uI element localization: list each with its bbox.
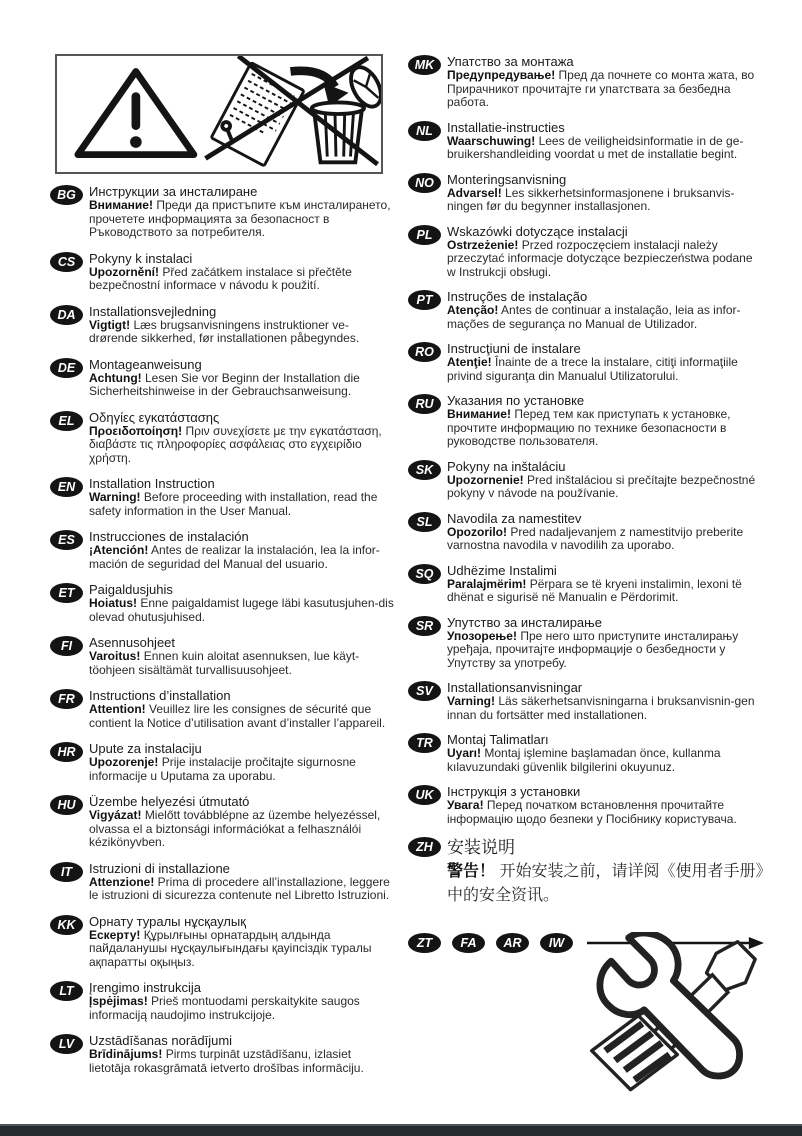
language-section [408, 836, 764, 908]
warning-text: Înainte de a trece la instalare, citiţi informaţiile privind siguranţa din Manualul Utilizatorului. [447, 355, 738, 383]
section-body [447, 408, 764, 449]
language-section [408, 784, 764, 826]
section-body [447, 474, 764, 501]
warning-word: Uyarı! [447, 746, 482, 760]
section-body [89, 703, 395, 730]
section-content [89, 410, 395, 466]
section-title: Installation Instruction [89, 476, 215, 491]
warning-text: Ennen kuin aloitat asennuksen, lue käyt-töohjeen sisältämät turvallisuusohjeet. [89, 649, 360, 677]
tools-figure [578, 932, 763, 1112]
exclamation-dot [130, 136, 142, 148]
language-code-badge: HR [50, 742, 83, 762]
section-body [89, 756, 395, 783]
warning-text: Montaj işlemine başlamadan önce, kullanma kılavuzundaki güvenlik bilgilerini okuyunuz. [447, 746, 721, 774]
section-content [89, 476, 395, 518]
warning-text: Құрылғыны орнатардың алдында пайдаланушы нұсқаулығындағы қауіпсіздік туралы ақпаратты оқыңыз. [89, 927, 372, 969]
section-content [447, 680, 764, 722]
section-title: 安装说明 [447, 838, 515, 857]
section-content [89, 1033, 395, 1075]
warning-text: Před začátkem instalace si přečtěte bezpečnostní informace v návodu k použití. [89, 264, 352, 292]
section-title: Įrengimo instrukcija [89, 980, 201, 995]
section-body [89, 876, 395, 903]
section-body [447, 630, 764, 671]
warning-text: Les sikkerhetsinformasjonene i bruksanvis-ningen før du begynner installasjonen. [447, 185, 735, 213]
language-section [408, 120, 764, 162]
section-title: Istruzioni di installazione [89, 860, 230, 876]
section-content [447, 393, 764, 449]
section-body [89, 199, 395, 240]
language-code-badge: LV [50, 1034, 83, 1054]
warning-word: Warning! [89, 490, 141, 504]
section-title: Орнату туралы нұсқаулық [89, 913, 246, 929]
warning-text: Lesen Sie vor Beginn der Installation die Sicherheitshinweise in der Gebrauchsanweisung. [89, 370, 360, 398]
warning-text: Pred nadaljevanjem z namestitvijo preberite varnostna navodila v navodilih za uporabo. [447, 524, 744, 552]
section-body [447, 860, 764, 908]
section-content [447, 615, 764, 671]
warning-word: Įspėjimas! [89, 994, 148, 1008]
warning-word: Varoitus! [89, 649, 141, 663]
warning-word: Hoiatus! [89, 596, 137, 610]
language-code-badge: UK [408, 785, 441, 805]
discard-manual-prohibited-icon [57, 56, 381, 172]
language-section [50, 304, 395, 346]
section-title: Instruções de instalação [447, 289, 588, 304]
warning-text: Before proceeding with installation, read the safety information in the User Manual. [89, 490, 378, 518]
section-body [89, 544, 395, 571]
warning-word: Attenzione! [89, 874, 155, 889]
warning-text: Pred inštaláciou si prečítajte bezpečnostné pokyny v návode na používanie. [447, 472, 756, 500]
section-content [447, 836, 764, 908]
warning-text: Преди да пристъпите към инсталирането, прочетете информацията за безопасност в Ръководството за потребителя. [89, 198, 391, 239]
warning-word: Advarsel! [447, 185, 502, 200]
language-code-badge: ET [50, 583, 83, 603]
language-code-badge: FA [452, 933, 485, 953]
language-column-right [408, 54, 764, 953]
language-code-badge: FR [50, 689, 83, 709]
language-code-badge: EL [50, 411, 83, 431]
language-code-badge: ES [50, 530, 83, 550]
section-content [89, 688, 395, 730]
language-section [50, 184, 395, 240]
language-code-badge: DE [50, 358, 83, 378]
section-title: Інструкція з установки [447, 784, 581, 799]
warning-word: Ескерту! [89, 927, 141, 942]
language-section [408, 563, 764, 605]
language-section [408, 393, 764, 449]
language-code-badge: PT [408, 290, 441, 310]
warning-word: Увага! [447, 798, 484, 812]
language-code-badge: NO [408, 173, 441, 193]
section-title: Installationsvejledning [89, 303, 217, 319]
warning-word: Упозорење! [447, 628, 517, 643]
language-code-badge: IT [50, 862, 83, 882]
warning-text: Пред да почнете со монта жата, во Прирачникот прочитајте ги упатствата за безбедна работа. [447, 68, 755, 109]
section-body [89, 809, 395, 850]
language-code-badge: TR [408, 733, 441, 753]
warning-word: Vigyázat! [89, 808, 142, 822]
warning-word: Attention! [89, 702, 146, 716]
language-code-badge: AR [496, 933, 529, 953]
warning-word: Внимание! [89, 198, 153, 212]
warning-word: Vigtigt! [89, 317, 131, 332]
warning-text: Przed rozpoczęciem instalacji należy przeczytać informacje dotyczące bezpieczeństwa podane w Instrukcji obsługi. [447, 237, 753, 279]
section-content [89, 794, 395, 850]
language-section [408, 224, 764, 280]
section-title: Instrucciones de instalación [89, 529, 249, 544]
section-body [89, 266, 395, 293]
warning-word: Upozorenje! [89, 755, 159, 769]
language-section [50, 357, 395, 399]
language-code-badge: RO [408, 342, 441, 362]
section-content [89, 582, 395, 624]
language-section [50, 741, 395, 783]
language-section [50, 861, 395, 903]
section-body [89, 929, 395, 970]
section-body [447, 69, 764, 110]
language-code-badge: EN [50, 477, 83, 497]
language-column-left [50, 184, 395, 1086]
section-content [447, 224, 764, 280]
section-title: Montaj Talimatları [447, 732, 549, 747]
section-content [89, 184, 395, 240]
section-title: Installationsanvisningar [447, 680, 583, 695]
section-title: Pokyny na inštaláciu [447, 458, 566, 474]
section-content [447, 732, 764, 774]
language-section [408, 341, 764, 383]
language-section [408, 680, 764, 722]
language-code-badge: HU [50, 795, 83, 815]
language-section [50, 582, 395, 624]
section-body [89, 597, 395, 624]
language-section [408, 511, 764, 553]
language-code-badge: CS [50, 252, 83, 272]
section-body [89, 1048, 395, 1075]
section-content [89, 251, 395, 293]
language-section [50, 794, 395, 850]
section-title: Monteringsanvisning [447, 171, 567, 187]
language-code-badge: SL [408, 512, 441, 532]
warning-text: Prieš montuodami perskaitykite saugos informaciją naudojimo instrukcijoje. [89, 994, 360, 1022]
language-code-badge: FI [50, 636, 83, 656]
section-content [447, 341, 764, 383]
language-section [408, 459, 764, 501]
section-content [447, 54, 764, 110]
page-bottom-bar [0, 1124, 802, 1136]
section-content [447, 511, 764, 553]
section-title: Pokyny k instalaci [89, 250, 193, 266]
rtl-badges [408, 932, 573, 953]
warning-text: Пре него што приступите инсталирању уређаја, прочитајте информације о безбедности у Упутству за употребу. [447, 628, 739, 670]
section-content [89, 980, 395, 1022]
section-content [89, 914, 395, 970]
warning-word: Waarschuwing! [447, 133, 536, 148]
section-body [447, 747, 764, 774]
section-content [447, 459, 764, 501]
warning-text: Enne paigaldamist lugege läbi kasutusjuhen-dis olevad ohutusjuhised. [89, 596, 394, 624]
warning-text: Veuillez lire les consignes de sécurité que contient la Notice d’utilisation avant d’installer l’appareil. [89, 702, 386, 730]
warning-text: Antes de continuar a instalação, leia as infor-mações de segurança no Manual de Utilizador. [447, 303, 741, 331]
section-content [89, 861, 395, 903]
warning-word: Opozorilo! [447, 524, 507, 539]
section-title: Udhëzime Instalimi [447, 562, 557, 578]
language-section [408, 54, 764, 110]
language-code-badge: BG [50, 185, 83, 205]
language-code-badge: NL [408, 121, 441, 141]
section-body [447, 799, 764, 826]
section-body [89, 491, 395, 518]
wrench-screwdriver-icon [578, 932, 763, 1112]
language-section [50, 410, 395, 466]
section-title: Instructions d’installation [89, 688, 231, 703]
section-title: Montageanweisung [89, 356, 202, 372]
section-title: Οδηγίες εγκατάστασης [89, 409, 220, 425]
section-title: Uzstādīšanas norādījumi [89, 1033, 233, 1048]
language-section [50, 688, 395, 730]
section-title: Инструкции за инсталиране [89, 184, 258, 199]
section-content [447, 120, 764, 162]
language-section [408, 615, 764, 671]
warning-text: Pirms turpināt uzstādīšanu, izlasiet lietotāja rokasgrāmatā ietverto drošības informāciju. [89, 1047, 364, 1075]
language-code-badge: RU [408, 394, 441, 414]
language-code-badge: MK [408, 55, 441, 75]
section-title: Указания по установке [447, 393, 585, 408]
section-title: Asennusohjeet [89, 635, 176, 650]
section-content [89, 741, 395, 783]
warning-text: Πριν συνεχίσετε με την εγκατάσταση, διαβάστε τις πληροφορίες ασφάλειας στο εγχειρίδιο χρήστη. [89, 423, 382, 465]
section-title: Navodila za namestitev [447, 510, 582, 526]
section-body [89, 372, 395, 399]
language-section [408, 732, 764, 774]
warning-text: Prije instalacije pročitajte sigurnosne informacije u Uputama za uporabu. [89, 755, 356, 783]
section-body [447, 135, 764, 162]
section-title: Instrucţiuni de instalare [447, 341, 581, 356]
section-content [89, 304, 395, 346]
section-body [447, 187, 764, 214]
warning-text: 开始安装之前，请详阅《使用者手册》中的安全资讯。 [447, 863, 764, 904]
warning-text: Mielőtt továbblépne az üzembe helyezéssel, olvassa el a biztonsági információkat a felhasználói kézikönyvben. [89, 808, 381, 849]
language-code-badge: SK [408, 460, 441, 480]
section-content [447, 172, 764, 214]
language-section [50, 635, 395, 677]
section-content [447, 784, 764, 826]
warning-text: Läs säkerhetsanvisningarna i bruksanvisnin-gen innan du fortsätter med installationen. [447, 694, 755, 722]
section-body [447, 304, 764, 331]
warning-word: Achtung! [89, 370, 142, 385]
language-section [50, 529, 395, 571]
warning-text: Përpara se të kryeni instalimin, lexoni të dhënat e sigurisë në Manualin e Përdorimit. [447, 576, 742, 604]
warning-word: Paralajmërim! [447, 576, 527, 591]
language-code-badge: SV [408, 681, 441, 701]
warning-word: Ostrzeżenie! [447, 237, 519, 252]
section-content [89, 529, 395, 571]
warning-text: Перед початком встановлення прочитайте інформацію щодо безпеки у Посібнику користувача. [447, 798, 737, 826]
section-title: Paigaldusjuhis [89, 582, 173, 597]
language-code-badge: PL [408, 225, 441, 245]
language-code-badge: ZT [408, 933, 441, 953]
section-title: Installatie-instructies [447, 119, 565, 135]
warning-word: Внимание! [447, 407, 511, 421]
section-body [89, 425, 395, 466]
warning-word: Upozornenie! [447, 472, 524, 487]
section-title: Wskazówki dotyczące instalacji [447, 223, 628, 239]
warning-word: 警告！ [447, 863, 496, 880]
language-code-badge: SQ [408, 564, 441, 584]
section-body [89, 995, 395, 1022]
section-content [447, 563, 764, 605]
language-section [50, 914, 395, 970]
section-content [89, 635, 395, 677]
language-code-badge: SR [408, 616, 441, 636]
warning-text: Перед тем как приступать к установке, прочтите информацию по технике безопасности в руководстве пользователя. [447, 407, 731, 448]
warning-word: Brīdinājums! [89, 1047, 163, 1061]
warning-word: Varning! [447, 694, 496, 708]
warning-word: Предупредување! [447, 68, 556, 82]
language-code-badge: DA [50, 305, 83, 325]
section-body [447, 239, 764, 280]
warning-figure-box [55, 54, 383, 174]
language-section [50, 1033, 395, 1075]
section-content [447, 289, 764, 331]
section-body [447, 356, 764, 383]
warning-text: Antes de realizar la instalación, lea la infor-mación de seguridad del Manual del usuario. [89, 543, 380, 571]
section-title: Упатство за монтажа [447, 54, 574, 69]
warning-word: Προειδοποίηση! [89, 423, 183, 438]
language-code-badge: KK [50, 915, 83, 935]
language-section [408, 289, 764, 331]
warning-word: Upozornění! [89, 264, 159, 279]
section-body [89, 319, 395, 346]
section-body [447, 526, 764, 553]
language-section [50, 251, 395, 293]
section-title: Upute za instalaciju [89, 741, 202, 756]
language-code-badge: IW [540, 933, 573, 953]
language-section [50, 980, 395, 1022]
warning-text: Læs brugsanvisningens instruktioner ve-drørende sikkerhed, før installationen påbegyndes. [89, 317, 360, 345]
language-section [408, 172, 764, 214]
section-content [89, 357, 395, 399]
section-title: Упутство за инсталирање [447, 614, 602, 630]
section-title: Üzembe helyezési útmutató [89, 794, 250, 809]
manual-page-icon [211, 63, 304, 166]
section-body [89, 650, 395, 677]
language-code-badge: LT [50, 981, 83, 1001]
warning-word: Atenção! [447, 303, 499, 317]
language-code-badge: ZH [408, 837, 441, 857]
warning-word: ¡Atención! [89, 543, 149, 557]
warning-word: Atenţie! [447, 355, 492, 369]
language-section [50, 476, 395, 518]
warning-text: Prima di procedere all’installazione, leggere le istruzioni di sicurezza contenute nel Libretto Istruzioni. [89, 874, 390, 902]
section-body [447, 578, 764, 605]
section-body [447, 695, 764, 722]
warning-text: Lees de veiligheidsinformatie in de ge-bruikershandleiding voordat u met de installatie begint. [447, 133, 744, 161]
